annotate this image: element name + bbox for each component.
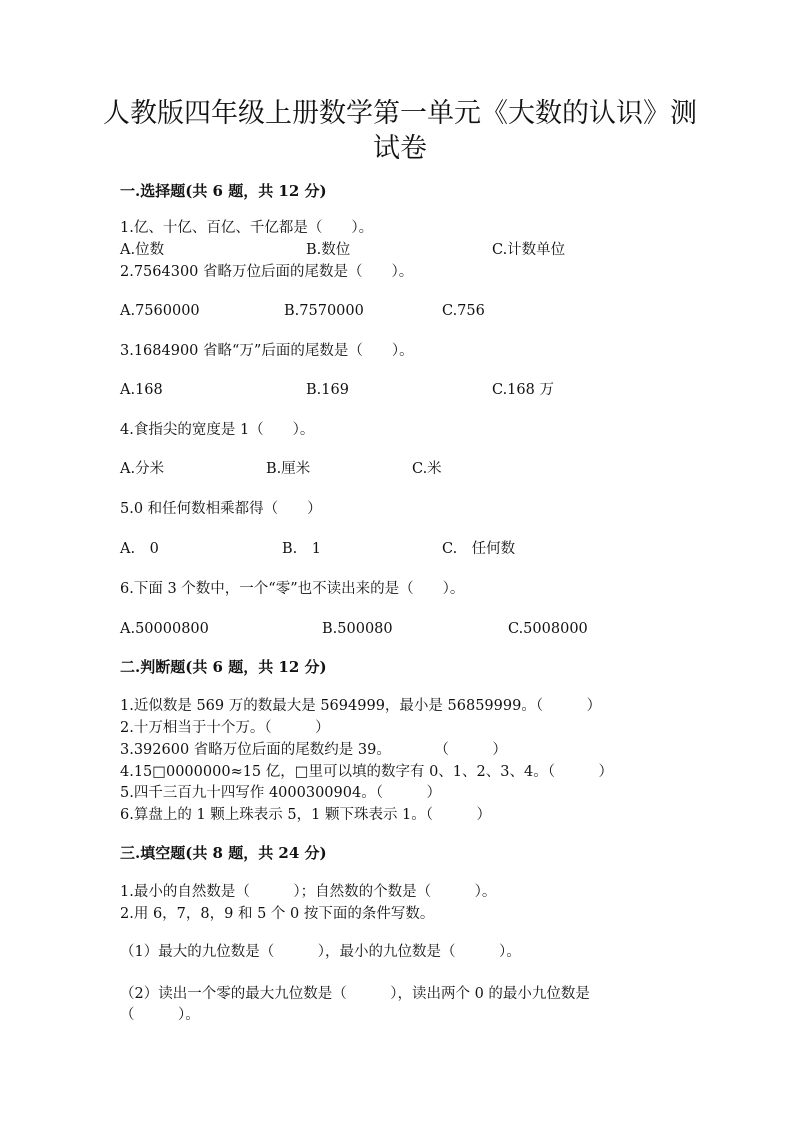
judge-item-5: 5.四千三百九十四写作 4000300904。（ ）	[120, 785, 441, 801]
choice-q6-option-b: B.500080	[322, 621, 393, 637]
choice-q5-option-a: A. 0	[120, 541, 159, 557]
fill-item-2: 2.用 6，7，8，9 和 5 个 0 按下面的条件写数。	[120, 906, 435, 922]
judge-item-3: 3.392600 省略万位后面的尾数约是 39。 （ ）	[120, 742, 507, 758]
choice-q5-option-b: B. 1	[282, 541, 321, 557]
section-heading-judge: 二.判断题(共 6 题，共 12 分)	[120, 658, 327, 676]
choice-q1-option-c: C.计数单位	[492, 242, 566, 258]
choice-question-3: 3.1684900 省略“万”后面的尾数是（ ）。	[120, 343, 414, 359]
choice-q6-option-c: C.5008000	[508, 621, 588, 637]
choice-q4-option-b: B.厘米	[266, 461, 311, 477]
fill-item-2-part-1: （1）最大的九位数是（ ），最小的九位数是（ ）。	[120, 944, 521, 960]
choice-q3-option-b: B.169	[306, 382, 349, 398]
choice-q4-option-a: A.分米	[120, 461, 165, 477]
fill-item-2-part-2: （2）读出一个零的最大九位数是（ ），读出两个 0 的最小九位数是	[120, 986, 590, 1002]
section-heading-choice: 一.选择题(共 6 题，共 12 分)	[120, 182, 327, 200]
choice-q2-option-c: C.756	[442, 303, 485, 319]
section-heading-fill: 三.填空题(共 8 题，共 24 分)	[120, 844, 327, 862]
choice-question-1: 1.亿、十亿、百亿、千亿都是（ ）。	[120, 220, 374, 236]
page-title-line-1: 人教版四年级上册数学第一单元《大数的认识》测	[103, 98, 697, 129]
page-title-line-2: 试卷	[373, 133, 427, 164]
choice-q5-option-c: C. 任何数	[442, 541, 516, 557]
judge-item-2: 2.十万相当于十个万。（ ）	[120, 720, 330, 736]
choice-q6-option-a: A.50000800	[120, 621, 209, 637]
choice-q3-option-a: A.168	[120, 382, 163, 398]
choice-question-6: 6.下面 3 个数中，一个“零”也不读出来的是（ ）。	[120, 581, 465, 597]
choice-question-2: 2.7564300 省略万位后面的尾数是（ ）。	[120, 264, 414, 280]
choice-q1-option-a: A.位数	[120, 242, 165, 258]
choice-q3-option-c: C.168 万	[492, 382, 554, 398]
judge-item-6: 6.算盘上的 1 颗上珠表示 5，1 颗下珠表示 1。（ ）	[120, 807, 492, 823]
judge-item-1: 1.近似数是 569 万的数最大是 5694999，最小是 56859999。（ ）	[120, 698, 602, 714]
choice-question-4: 4.食指尖的宽度是 1（ ）。	[120, 422, 315, 438]
choice-q1-option-b: B.数位	[306, 242, 351, 258]
choice-q4-option-c: C.米	[412, 461, 442, 477]
choice-q2-option-a: A.7560000	[120, 303, 200, 319]
judge-item-4: 4.15□0000000≈15 亿，□里可以填的数字有 0、1、2、3、4。（ ）	[120, 764, 613, 780]
choice-q2-option-b: B.7570000	[284, 303, 364, 319]
choice-question-5: 5.0 和任何数相乘都得（ ）	[120, 501, 322, 517]
fill-item-1: 1.最小的自然数是（ ）；自然数的个数是（ ）。	[120, 884, 497, 900]
fill-item-2-part-2-continued: （ ）。	[120, 1007, 200, 1023]
